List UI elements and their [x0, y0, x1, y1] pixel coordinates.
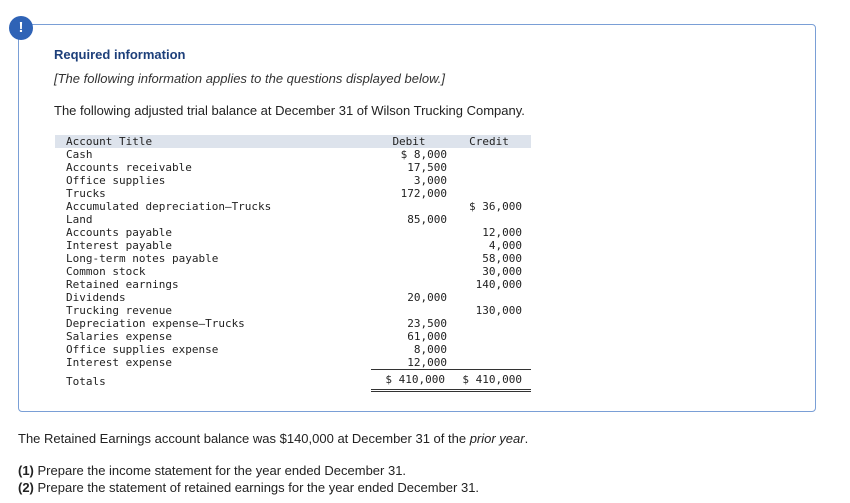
- required-information-title: Required information: [54, 47, 186, 62]
- gap-cell: [341, 174, 371, 187]
- credit-cell: [447, 148, 531, 161]
- task-1-text: Prepare the income statement for the year ended December 31.: [33, 463, 407, 478]
- account-cell: Retained earnings: [66, 278, 179, 291]
- totals-debit: $ 410,000: [371, 370, 447, 391]
- credit-cell: 58,000: [482, 252, 522, 265]
- credit-cell: [447, 213, 531, 226]
- gap-cell: [341, 252, 371, 265]
- debit-cell: [371, 252, 447, 265]
- debit-cell: 23,500: [407, 317, 447, 330]
- gap-cell: [341, 226, 371, 239]
- table-row: [55, 330, 531, 343]
- account-cell: Interest payable: [66, 239, 172, 252]
- gap-cell: [341, 278, 371, 291]
- info-note: [The following information applies to the questions displayed below.]: [54, 71, 445, 86]
- table-row: [55, 174, 531, 187]
- account-cell: Common stock: [66, 265, 146, 278]
- debit-cell: [371, 239, 447, 252]
- gap-cell: [341, 356, 371, 370]
- debit-cell: 85,000: [407, 213, 447, 226]
- gap-cell: [341, 317, 371, 330]
- table-row: [55, 213, 531, 226]
- table-row: [55, 148, 531, 161]
- account-cell: Accounts payable: [66, 226, 172, 239]
- gap-cell: [341, 187, 371, 200]
- totals-credit: $ 410,000: [447, 370, 531, 391]
- gap-cell: [341, 200, 371, 213]
- credit-cell: [447, 317, 531, 330]
- debit-cell: [371, 200, 447, 213]
- retained-earnings-note-italic: prior year: [469, 431, 525, 446]
- table-row: [55, 304, 531, 317]
- task-1-number: (1): [18, 463, 34, 478]
- header-account-title: Account Title: [55, 135, 341, 148]
- retained-earnings-note-end: .: [524, 431, 529, 446]
- account-cell: Depreciation expense—Trucks: [66, 317, 245, 330]
- credit-cell: [447, 343, 531, 356]
- alert-icon: !: [9, 16, 33, 40]
- account-cell: Office supplies: [66, 174, 166, 187]
- table-row: [55, 226, 531, 239]
- task-2: [18, 480, 479, 495]
- header-credit: Credit: [447, 135, 531, 148]
- table-row: [55, 317, 531, 330]
- gap-cell: [341, 330, 371, 343]
- intro-text: The following adjusted trial balance at December 31 of Wilson Trucking Company.: [54, 103, 525, 118]
- credit-cell: 130,000: [475, 304, 522, 317]
- debit-cell: 12,000: [407, 356, 447, 369]
- debit-cell: $ 8,000: [400, 148, 447, 161]
- credit-cell: [447, 330, 531, 343]
- table-row: [55, 161, 531, 174]
- table-row: [55, 252, 531, 265]
- debit-cell: 3,000: [413, 174, 447, 187]
- table-body: [55, 148, 531, 370]
- debit-cell: 17,500: [407, 161, 447, 174]
- table-row: [55, 278, 531, 291]
- account-cell: Office supplies expense: [66, 343, 219, 356]
- totals-label: Totals: [66, 374, 106, 388]
- gap-cell: [341, 148, 371, 161]
- retained-earnings-note-text: The Retained Earnings account balance was $140,000 at December 31 of the: [18, 431, 470, 446]
- trial-balance-table: [55, 135, 531, 392]
- table-row: [55, 343, 531, 356]
- gap-cell: [341, 291, 371, 304]
- table-row: [55, 356, 531, 370]
- task-2-number: (2): [18, 480, 34, 495]
- gap-cell: [341, 161, 371, 174]
- debit-cell: 8,000: [413, 343, 447, 356]
- account-cell: Salaries expense: [66, 330, 172, 343]
- account-cell: Trucking revenue: [66, 304, 172, 317]
- credit-cell: [447, 291, 531, 304]
- account-cell: Cash: [66, 148, 93, 161]
- table-header-row: [55, 135, 531, 148]
- totals-row: [55, 370, 531, 391]
- table-row: [55, 239, 531, 252]
- retained-earnings-note: [18, 431, 528, 446]
- debit-cell: [371, 304, 447, 317]
- header-gap: [341, 135, 371, 148]
- credit-cell: 4,000: [488, 239, 522, 252]
- credit-cell: $ 36,000: [469, 200, 522, 213]
- account-cell: Land: [66, 213, 93, 226]
- credit-cell: [447, 356, 531, 370]
- gap-cell: [341, 304, 371, 317]
- table-row: [55, 291, 531, 304]
- debit-cell: 172,000: [400, 187, 447, 200]
- gap-cell: [341, 213, 371, 226]
- credit-cell: [447, 174, 531, 187]
- table-row: [55, 265, 531, 278]
- account-cell: Dividends: [66, 291, 126, 304]
- credit-cell: 140,000: [475, 278, 522, 291]
- task-2-text: Prepare the statement of retained earnings for the year ended December 31.: [33, 480, 480, 495]
- account-cell: Accounts receivable: [66, 161, 192, 174]
- gap-cell: [341, 265, 371, 278]
- gap-cell: [341, 239, 371, 252]
- credit-cell: [447, 161, 531, 174]
- account-cell: Long-term notes payable: [66, 252, 219, 265]
- debit-cell: 20,000: [407, 291, 447, 304]
- debit-cell: [371, 226, 447, 239]
- gap-cell: [341, 343, 371, 356]
- task-1: [18, 463, 406, 478]
- table-row: [55, 200, 531, 213]
- account-cell: Interest expense: [66, 356, 172, 370]
- debit-cell: [371, 265, 447, 278]
- debit-cell: [371, 278, 447, 291]
- debit-cell: 61,000: [407, 330, 447, 343]
- account-cell: Trucks: [66, 187, 106, 200]
- credit-cell: [447, 187, 531, 200]
- credit-cell: 12,000: [482, 226, 522, 239]
- totals-gap: [341, 370, 371, 391]
- account-cell: Accumulated depreciation—Trucks: [66, 200, 272, 213]
- header-debit: Debit: [371, 135, 447, 148]
- table-row: [55, 187, 531, 200]
- credit-cell: 30,000: [482, 265, 522, 278]
